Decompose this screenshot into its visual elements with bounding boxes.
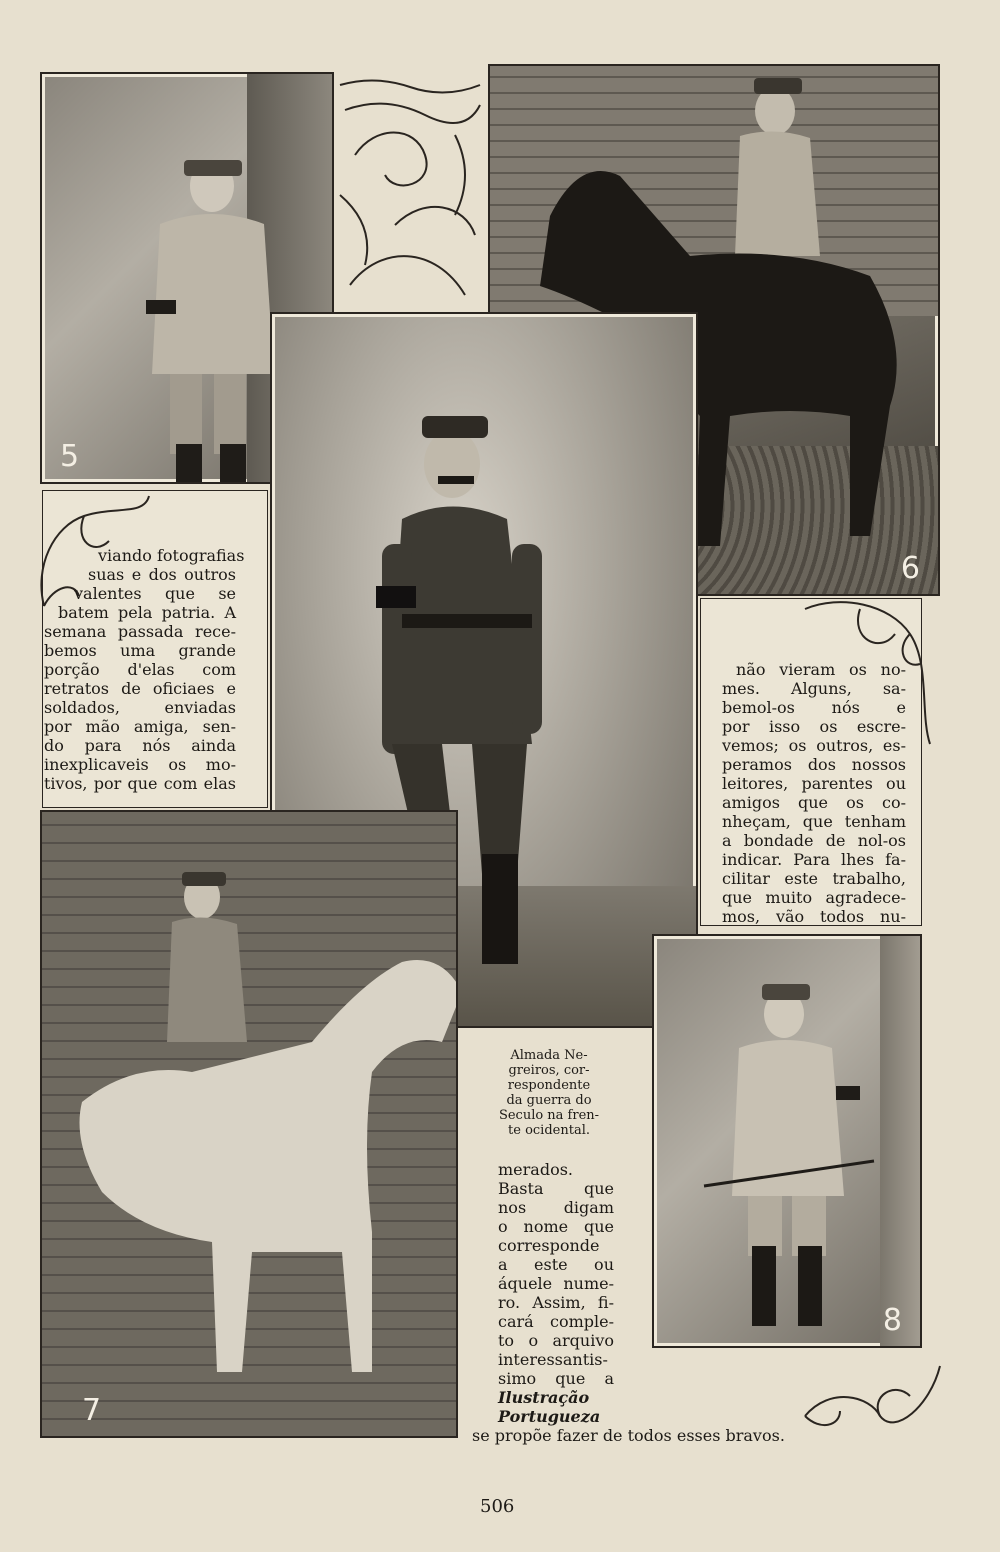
text-line: não vieram os no- bbox=[736, 660, 906, 679]
caption-line: te ocidental. bbox=[508, 1123, 590, 1138]
text-line: bemol-os nós e bbox=[722, 698, 906, 717]
text-line: a este ou bbox=[498, 1255, 614, 1274]
text-line: porção d'elas com bbox=[44, 660, 236, 679]
text-line: o nome que bbox=[498, 1217, 614, 1236]
text-line: Portugueza bbox=[498, 1407, 601, 1426]
text-line: que muito agradece- bbox=[722, 888, 906, 907]
text-line: Basta que bbox=[498, 1179, 614, 1198]
caption-line: Seculo na fren- bbox=[498, 1108, 600, 1123]
article-column-bottom bbox=[498, 1160, 614, 1426]
text-line: Ilustração bbox=[498, 1388, 590, 1407]
article-column-right bbox=[722, 660, 906, 926]
photo-7 bbox=[40, 810, 458, 1438]
text-line: áquele nume- bbox=[498, 1274, 614, 1293]
caption-line: respondente bbox=[507, 1078, 591, 1093]
text-line: interessantis- bbox=[498, 1350, 608, 1369]
text-line: peramos dos nossos bbox=[722, 755, 906, 774]
text-line: valentes que se bbox=[74, 584, 236, 603]
text-line: batem pela patria. A bbox=[58, 603, 236, 622]
text-line: vemos; os outros, es- bbox=[722, 736, 906, 755]
text-line: soldados, enviadas bbox=[44, 698, 236, 717]
text-line: por isso os escre- bbox=[722, 717, 906, 736]
photo-number: 6 bbox=[900, 551, 920, 586]
text-line: cilitar este trabalho, bbox=[722, 869, 906, 888]
text-line: tivos, por que com elas bbox=[44, 774, 236, 793]
text-line: cará comple- bbox=[498, 1312, 614, 1331]
text-line: mos, vão todos nu- bbox=[722, 907, 906, 926]
text-line: semana passada rece- bbox=[44, 622, 236, 641]
text-line: inexplicaveis os mo- bbox=[44, 755, 236, 774]
soldier-figure bbox=[654, 936, 920, 1346]
article-last-line bbox=[472, 1426, 802, 1445]
text-line: merados. bbox=[498, 1160, 573, 1179]
caption-line: da guerra do bbox=[506, 1093, 592, 1108]
photo-number: 5 bbox=[60, 439, 80, 474]
text-line: leitores, parentes ou bbox=[722, 774, 906, 793]
text-line: mes. Alguns, sa- bbox=[722, 679, 906, 698]
photo-number: 8 bbox=[882, 1303, 902, 1338]
ornament-scroll bbox=[335, 75, 485, 305]
photo-number: 7 bbox=[82, 1393, 102, 1428]
text-line: bemos uma grande bbox=[44, 641, 236, 660]
text-line: amigos que os co- bbox=[722, 793, 906, 812]
caption-line: greiros, cor- bbox=[508, 1063, 590, 1078]
text-line: nos digam bbox=[498, 1198, 614, 1217]
text-line: se propõe fazer de todos esses bravos. bbox=[472, 1426, 785, 1445]
photo-caption bbox=[494, 1048, 604, 1138]
text-line: to o arquivo bbox=[498, 1331, 614, 1350]
text-line: retratos de oficiaes e bbox=[44, 679, 236, 698]
horse-rider-figure bbox=[42, 812, 456, 1436]
text-line: do para nós ainda bbox=[44, 736, 236, 755]
text-line: a bondade de nol-os bbox=[722, 831, 906, 850]
text-line: corresponde bbox=[498, 1236, 600, 1255]
ornament-scroll bbox=[800, 1346, 950, 1436]
page-number: 506 bbox=[480, 1496, 515, 1517]
article-column-left bbox=[44, 546, 245, 793]
caption-line: Almada Ne- bbox=[510, 1048, 588, 1063]
text-line: ro. Assim, fi- bbox=[498, 1293, 614, 1312]
text-line: simo que a bbox=[498, 1369, 614, 1388]
text-line: suas e dos outros bbox=[88, 565, 236, 584]
text-line: indicar. Para lhes fa- bbox=[722, 850, 906, 869]
text-line: nheçam, que tenham bbox=[722, 812, 906, 831]
text-line: viando fotografias bbox=[98, 546, 245, 565]
photo-8 bbox=[652, 934, 922, 1348]
text-line: por mão amiga, sen- bbox=[44, 717, 236, 736]
